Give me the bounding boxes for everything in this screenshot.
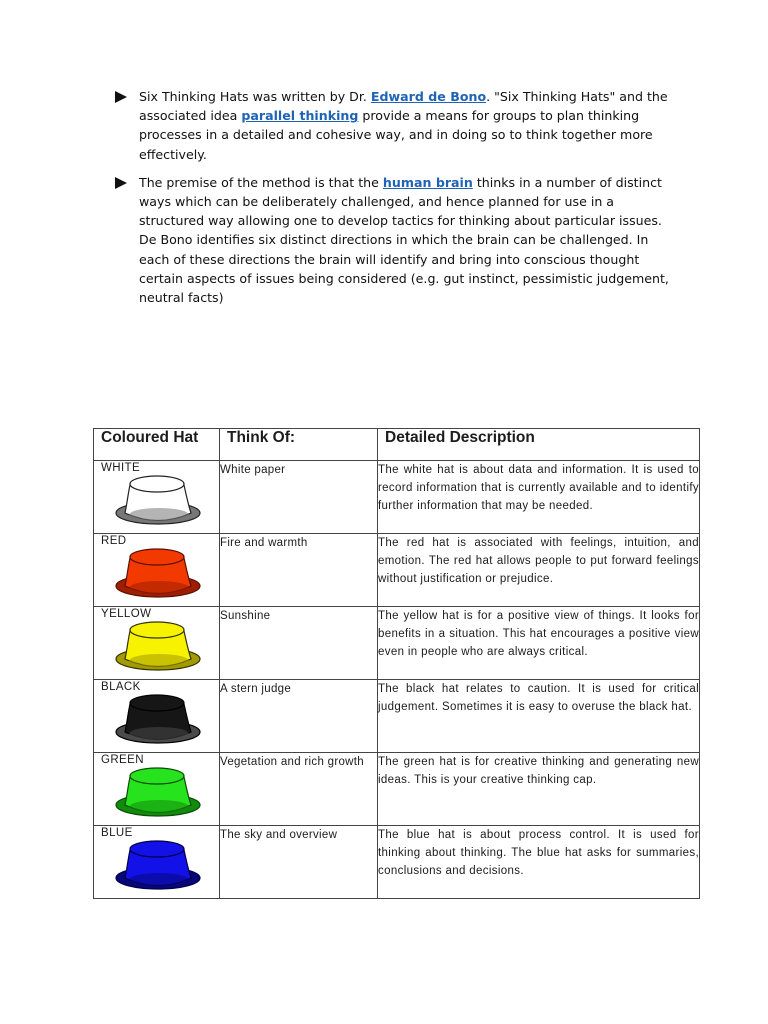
hat-cell	[94, 607, 220, 680]
table-row-green	[94, 753, 700, 826]
hat-cell	[94, 680, 220, 753]
hat-color-name: YELLOW	[101, 608, 152, 620]
hat-color-name: BLUE	[101, 827, 133, 839]
bullet-arrow-icon	[115, 177, 127, 189]
black-top-hat-icon	[114, 687, 202, 749]
table-row-black	[94, 680, 700, 753]
table-row-white	[94, 461, 700, 534]
header-detailed-description: Detailed Description	[378, 429, 700, 461]
blue-top-hat-icon	[114, 833, 202, 895]
hat-color-name: BLACK	[101, 681, 141, 693]
description-cell: The white hat is about data and information. It is used to record information that is currently available and to identify further information that may be needed.	[378, 461, 700, 534]
link-edward-de-bono[interactable]: Edward de Bono	[370, 89, 487, 104]
bullet-list	[115, 87, 675, 316]
think-of-cell: White paper	[220, 461, 378, 534]
table-row-yellow	[94, 607, 700, 680]
table-row-blue	[94, 826, 700, 899]
white-top-hat-icon	[114, 468, 202, 530]
link-human-brain[interactable]: human brain	[382, 174, 473, 190]
description-cell: The black hat relates to caution. It is used for critical judgement. Sometimes it is easy to overuse the black hat.	[378, 680, 700, 753]
text-run: . "Six Thinking Hats" and the associated idea	[139, 89, 668, 124]
red-top-hat-icon	[114, 541, 202, 603]
description-cell: The green hat is for creative thinking and generating new ideas. This is your creative thinking cap.	[378, 753, 700, 826]
bullet-item	[115, 173, 675, 307]
think-of-cell: Fire and warmth	[220, 534, 378, 607]
hat-color-name: RED	[101, 535, 127, 547]
header-coloured-hat: Coloured Hat	[94, 429, 220, 461]
text-run: The premise of the method is that the	[139, 174, 383, 190]
six-hats-table	[93, 428, 700, 899]
hat-cell	[94, 753, 220, 826]
think-of-cell: Vegetation and rich growth	[220, 753, 378, 826]
think-of-cell: Sunshine	[220, 607, 378, 680]
description-cell: The blue hat is about process control. It is used for thinking about thinking. The blue hat asks for summaries, conclusions and decisions.	[378, 826, 700, 899]
text-run: Six Thinking Hats was written by Dr.	[139, 89, 371, 104]
hat-cell	[94, 534, 220, 607]
description-cell: The yellow hat is for a positive view of things. It looks for benefits in a situation. This hat encourages a positive view even in people who are always critical.	[378, 607, 700, 680]
text-run: provide a means for groups to plan thinking processes in a detailed and cohesive way, and in doing so to think together more effectively.	[139, 108, 653, 162]
green-top-hat-icon	[114, 760, 202, 822]
hat-color-name: GREEN	[101, 754, 144, 766]
yellow-top-hat-icon	[114, 614, 202, 676]
bullet-text	[139, 175, 669, 305]
bullet-arrow-icon	[115, 91, 127, 103]
hat-cell	[94, 461, 220, 534]
think-of-cell: A stern judge	[220, 680, 378, 753]
description-cell: The red hat is associated with feelings, intuition, and emotion. The red hat allows people to put forward feelings without justification or prejudice.	[378, 534, 700, 607]
bullet-item	[115, 87, 675, 164]
text-run: thinks in a number of distinct ways which can be deliberately challenged, and hence planned for use in a structured way allowing one to develop tactics for thinking about particular issues. De Bono identifies six distinct directions in which the brain can be challenged. In each of these directions the brain will identify and bring into conscious thought certain aspects of issues being considered (e.g. gut instinct, pessimistic judgement, neutral facts)	[139, 174, 669, 306]
header-think-of: Think Of:	[220, 429, 378, 461]
bullet-text	[139, 89, 668, 162]
hat-color-name: WHITE	[101, 462, 141, 474]
table-row-red	[94, 534, 700, 607]
table-header-row	[94, 429, 700, 461]
hat-cell	[94, 826, 220, 899]
link-parallel-thinking[interactable]: parallel thinking	[241, 108, 359, 124]
think-of-cell: The sky and overview	[220, 826, 378, 899]
